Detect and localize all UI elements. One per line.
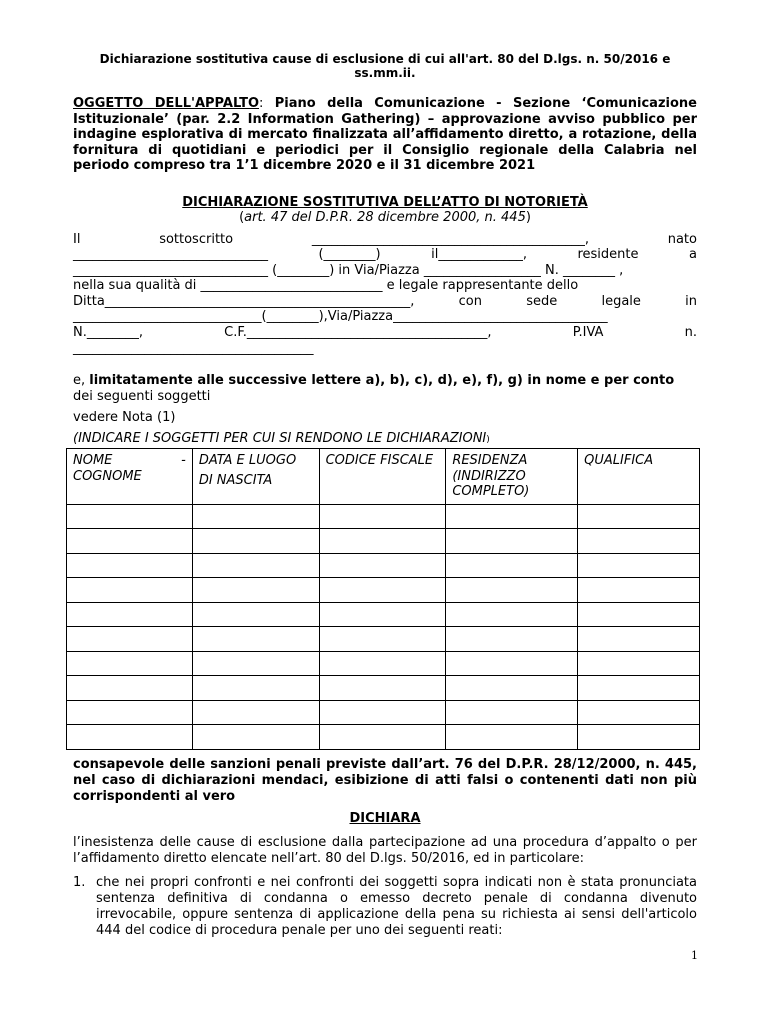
table-header-row [67,449,700,505]
table-cell[interactable] [578,676,700,701]
declaration-line [73,294,697,310]
table-cell[interactable] [192,602,319,627]
list-item-text: che nei propri confronti e nei confronti dei soggetti sopra indicati non è stata pronunciata sentenza definitiva di condanna o emesso decreto penale di condanna divenuto irrevocabile, oppure sentenza di applicazione della pena su richiesta ai sensi dell'articolo 444 del codice di procedura penale per uno dei seguenti reati: [96,875,697,939]
partita-iva-field[interactable]: _____________________________________ [73,340,314,356]
table-cell[interactable] [192,651,319,676]
table-cell[interactable] [192,725,319,750]
header-qualifica: QUALIFICA [578,449,700,505]
table-cell[interactable] [578,602,700,627]
line-text: sede [526,293,558,309]
header-residenza: RESIDENZA (INDIRIZZO COMPLETO) [446,449,578,505]
header-nome: NOME [73,453,113,469]
list-item-number: 1. [73,875,86,891]
limit-bold-text: limitatamente alle successive lettere a), b), c), d), e), f), g) in nome e per conto [89,373,675,389]
nota-reference: vedere Nota (1) [73,410,176,426]
table-cell[interactable] [446,725,578,750]
table-cell[interactable] [192,578,319,603]
table-cell[interactable] [446,602,578,627]
declaration-line [73,309,697,325]
table-cell[interactable] [67,676,193,701]
table-cell[interactable] [578,651,700,676]
document-page [73,52,697,939]
birthdate-field[interactable]: il_____________, [431,247,527,263]
table-cell[interactable] [446,676,578,701]
dichiara-heading: DICHIARA [349,810,421,826]
line-text: legale [601,293,641,309]
table-cell[interactable] [319,676,446,701]
table-row [67,529,700,554]
line-text: residente [577,247,639,263]
table-row [67,578,700,603]
line-text: Il [73,231,81,247]
declaration-line [73,341,697,357]
declaration-line [73,232,697,248]
table-row [67,504,700,529]
table-cell[interactable] [578,725,700,750]
subheading-open-paren: ( [239,209,245,225]
table-row [67,676,700,701]
limit-suffix: dei seguenti soggetti [73,389,211,405]
table-row [67,553,700,578]
table-cell[interactable] [319,529,446,554]
table-cell[interactable] [192,676,319,701]
table-row [67,602,700,627]
table-cell[interactable] [192,627,319,652]
header-codice-fiscale: CODICE FISCALE [319,449,446,505]
subheading-close-paren: ) [525,209,531,225]
table-cell[interactable] [67,529,193,554]
table-cell[interactable] [192,504,319,529]
declaration-line [73,325,697,341]
table-cell[interactable] [67,578,193,603]
table-cell[interactable] [446,504,578,529]
table-cell[interactable] [67,553,193,578]
table-row [67,627,700,652]
subheading-text: art. 47 del D.P.R. 28 dicembre 2000, n. 445 [244,209,526,225]
line-text: con [458,293,482,309]
table-cell[interactable] [319,504,446,529]
codice-fiscale-field[interactable]: C.F._____________________________________, [224,325,492,341]
list-item [73,875,697,939]
table-cell[interactable] [192,529,319,554]
civic-number-field[interactable]: N.________, [73,325,143,341]
declaration-line [73,278,697,294]
table-cell[interactable] [319,602,446,627]
line-text: sottoscritto [159,231,234,247]
birth-province-field[interactable]: (________) [318,247,381,263]
table-cell[interactable] [67,602,193,627]
header-data-luogo-line1: DATA E LUOGO [198,453,297,469]
table-row [67,700,700,725]
declaration-line [73,263,697,279]
line-text: a [688,247,697,263]
table-cell[interactable] [446,553,578,578]
subjects-table [66,448,700,750]
declaration-line [73,247,697,263]
oggetto-colon: : [259,96,264,111]
residence-address-field[interactable]: ______________________________ (________) in Via/Piazza __________________ N. ________ , [73,262,624,278]
table-cell[interactable] [319,651,446,676]
table-cell[interactable] [67,700,193,725]
page-number: 1 [691,949,698,962]
table-cell[interactable] [319,553,446,578]
declaration-fields [73,232,697,357]
limit-prefix: e, [73,373,90,389]
table-cell[interactable] [578,700,700,725]
limit-paragraph [73,373,697,405]
indicate-note [73,431,697,449]
table-cell[interactable] [578,553,700,578]
header-cognome: COGNOME [73,468,142,484]
table-cell[interactable] [446,627,578,652]
line-text: in [685,293,697,309]
table-cell[interactable] [319,700,446,725]
table-cell[interactable] [192,553,319,578]
table-cell[interactable] [67,627,193,652]
table-cell[interactable] [67,651,193,676]
table-cell[interactable] [446,651,578,676]
table-cell[interactable] [192,700,319,725]
table-cell[interactable] [319,627,446,652]
line-text: P.IVA [572,325,604,341]
header-data-luogo-line2: DI NASCITA [198,473,273,489]
table-cell[interactable] [319,578,446,603]
section-subheading [73,210,697,225]
table-cell[interactable] [578,627,700,652]
oggetto-text: Piano della Comunicazione - Sezione ‘Comunicazione Istituzionale’ (par. 2.2 Information Gathering) – approvazione avviso pubblico per indagine esplorativa di mercato finalizzata all’affidamento diretto, a rotazione, della fornitura di quotidiani e periodici per il Consiglio regionale della Calabria nel periodo compreso tra 1’1 dicembre 2020 e il 31 dicembre 2021 [73,96,697,173]
sede-address-field[interactable]: _____________________________(________),Via/Piazza_________________________________ [73,309,608,325]
birthplace-field[interactable]: ______________________________ [73,247,268,263]
indicate-close-paren: ) [486,434,490,445]
consapevole-paragraph: consapevole delle sanzioni penali previste dall’art. 76 del D.P.R. 28/12/2000, n. 445, nel caso di dichiarazioni mendaci, esibizione di atti falsi o contenenti dati non più corrispondenti al vero [73,756,697,804]
table-cell[interactable] [446,700,578,725]
table-cell[interactable] [67,504,193,529]
line-text: nato [667,231,697,247]
header-nome-cognome [67,449,193,505]
table-cell[interactable] [578,529,700,554]
document-title: Dichiarazione sostitutiva cause di esclusione di cui all'art. 80 del D.lgs. n. 50/2016 e ss.mm.ii. [99,52,671,80]
oggetto-label: OGGETTO DELL'APPALTO [73,96,259,111]
qualita-field[interactable]: nella sua qualità di ____________________________ e legale rappresentante dello [73,278,579,294]
table-cell[interactable] [578,578,700,603]
section-heading: DICHIARAZIONE SOSTITUTIVA DELL’ATTO DI NOTORIETÀ [182,194,588,210]
table-row [67,651,700,676]
header-data-luogo [192,449,319,505]
table-row [67,725,700,750]
line-text: n. [684,325,697,341]
header-dash: - [181,453,186,469]
indicate-text: (INDICARE I SOGGETTI PER CUI SI RENDONO LE DICHIARAZIONI [73,430,487,446]
table-cell[interactable] [446,529,578,554]
oggetto-paragraph [73,96,697,174]
inesistenza-paragraph: l’inesistenza delle cause di esclusione dalla partecipazione ad una procedura d’appalto o per l’affidamento diretto elencate nell’art. 80 del D.lgs. 50/2016, ed in particolare: [73,835,697,867]
table-cell[interactable] [319,725,446,750]
sottoscritto-field[interactable]: __________________________________________, [311,231,589,247]
table-cell[interactable] [578,504,700,529]
table-cell[interactable] [67,725,193,750]
ditta-field[interactable]: Ditta_______________________________________________, [73,293,415,309]
table-cell[interactable] [446,578,578,603]
